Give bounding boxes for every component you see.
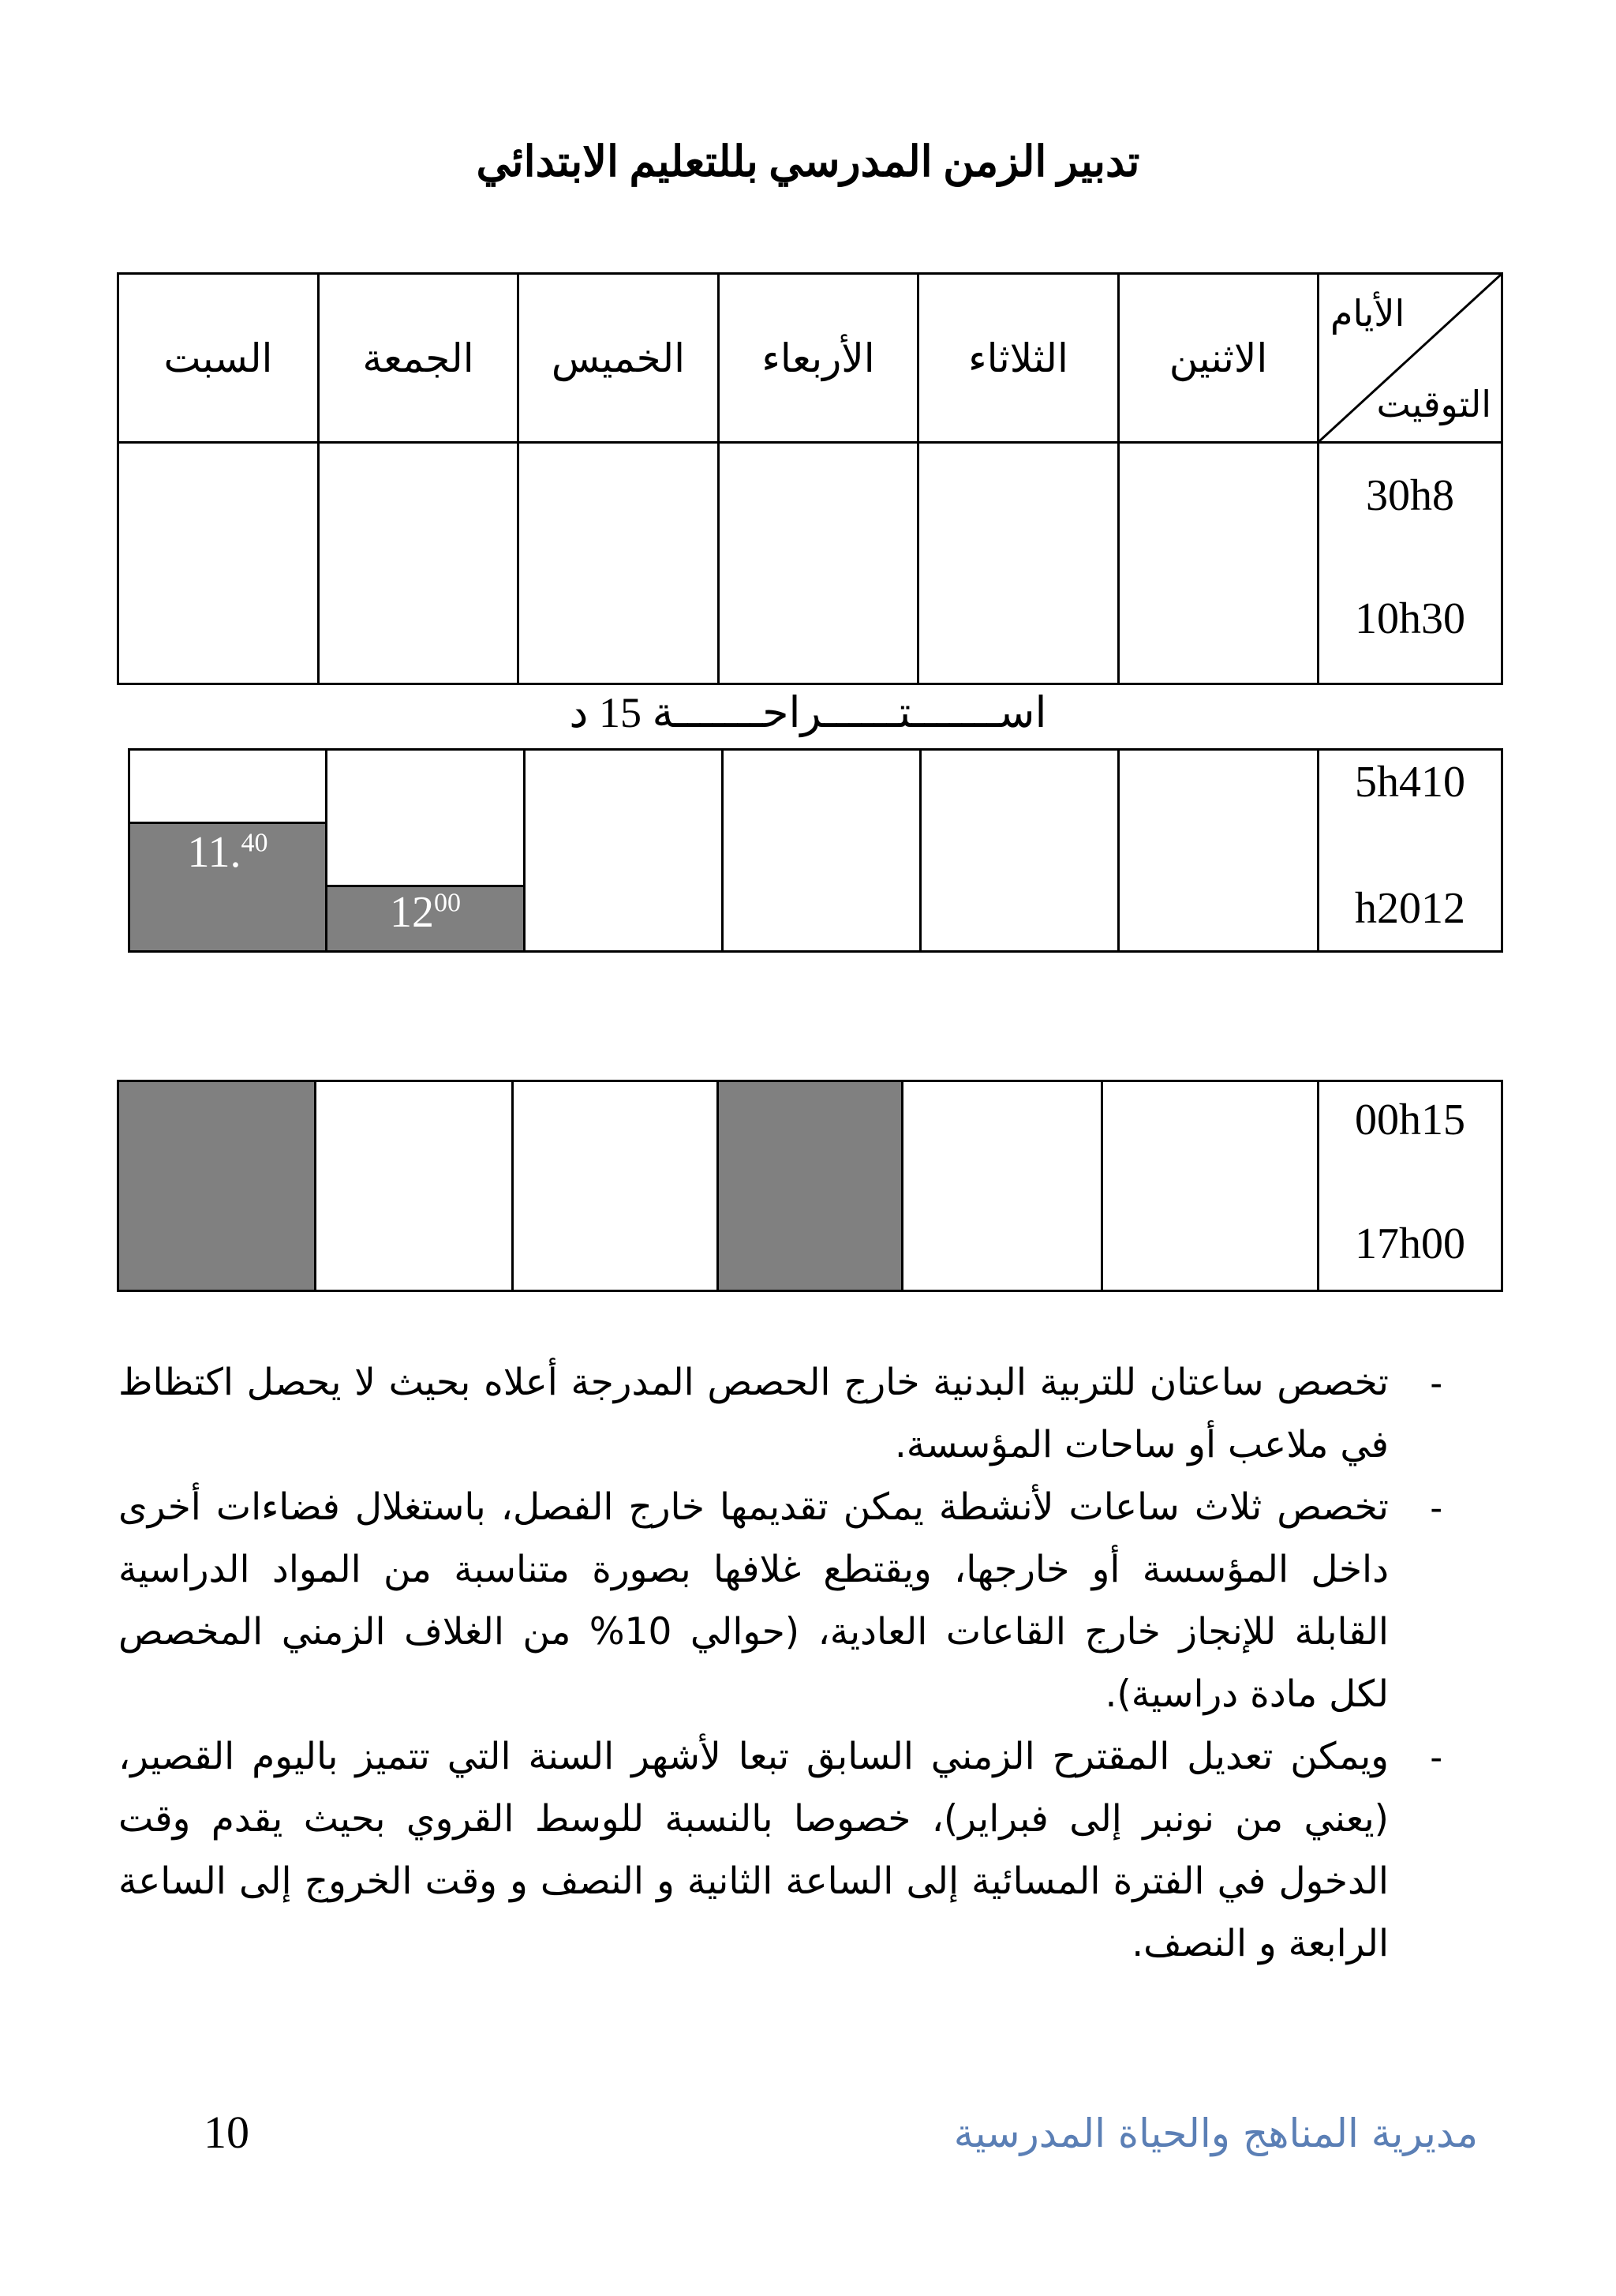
friday-end-minutes: 00 <box>434 888 461 918</box>
note-item <box>118 1476 1442 1725</box>
slot-late-wednesday <box>723 750 921 952</box>
slot-morning-tuesday <box>918 443 1119 684</box>
slot-late-monday <box>1119 750 1319 952</box>
note-item <box>118 1351 1442 1476</box>
slot-afternoon-wednesday-shaded <box>718 1081 903 1291</box>
shaded-block <box>327 885 523 950</box>
page-title: تدبير الزمن المدرسي بللتعليم الابتدائي <box>476 138 1140 185</box>
notes-list <box>118 1351 1442 1975</box>
time-cell-afternoon <box>1319 1081 1502 1291</box>
slot-late-friday <box>327 750 525 952</box>
slot-morning-wednesday <box>719 443 918 684</box>
friday-end-time <box>327 887 523 938</box>
schedule-table-late-morning <box>128 748 1503 953</box>
slot-morning-friday <box>319 443 518 684</box>
time-end: 10h30 <box>1355 594 1465 643</box>
slot-afternoon-saturday-shaded <box>118 1081 316 1291</box>
slot-late-thursday <box>525 750 723 952</box>
time-cell-morning <box>1319 443 1502 684</box>
time-start: 00h15 <box>1355 1096 1465 1144</box>
time-end: h2012 <box>1355 884 1465 933</box>
day-header-monday: الاثنين <box>1119 274 1319 443</box>
corner-time-label: التوقيت <box>1376 384 1491 425</box>
friday-end-value: 12 <box>390 888 434 937</box>
day-header-wednesday: الأربعاء <box>719 274 918 443</box>
footer-directorate: مديرية المناهج والحياة المدرسية <box>953 2111 1478 2156</box>
day-header-friday: الجمعة <box>319 274 518 443</box>
schedule-table-morning <box>117 272 1503 685</box>
day-header-thursday: الخميس <box>518 274 719 443</box>
note-text: ويمكن تعديل المقترح الزمني السابق تبعا لأشهر السنة التي تتميز باليوم القصير، (يعني من نونبر إلى فبراير)، خصوصا بالنسبة للوسط القروي بحيث يقدم وقت الدخول في الفترة المسائية إلى الساعة الثانية و النصف و وقت الخروج إلى الساعة الرابعة و النصف. <box>118 1735 1389 1965</box>
page-number: 10 <box>204 2107 249 2158</box>
corner-days-label: الأيام <box>1330 294 1405 334</box>
time-start: 30h8 <box>1366 471 1454 520</box>
note-marker: - <box>1430 1736 1442 1777</box>
slot-morning-monday <box>1119 443 1319 684</box>
note-marker: - <box>1430 1361 1442 1403</box>
saturday-end-minutes: 40 <box>241 828 268 858</box>
slot-afternoon-monday <box>1102 1081 1319 1291</box>
day-header-saturday: السبت <box>118 274 319 443</box>
note-item <box>118 1725 1442 1975</box>
time-cell-late-morning <box>1319 750 1502 952</box>
saturday-end-value: 11. <box>187 828 241 877</box>
note-text: تخصص ساعتان للتربية البدنية خارج الحصص المدرجة أعلاه بحيث لا يحصل اكتظاظ في ملاعب أو ساحات المؤسسة. <box>118 1361 1389 1466</box>
schedule-table-afternoon <box>117 1080 1503 1292</box>
slot-morning-saturday <box>118 443 319 684</box>
note-marker: - <box>1430 1486 1442 1528</box>
corner-header-cell <box>1319 274 1502 443</box>
day-header-tuesday: الثلاثاء <box>918 274 1119 443</box>
slot-afternoon-thursday <box>513 1081 718 1291</box>
time-end: 17h00 <box>1355 1219 1465 1268</box>
break-label: اســـــــتــــــراحـــــــة 15 د <box>569 689 1047 736</box>
slot-afternoon-friday <box>316 1081 513 1291</box>
slot-morning-thursday <box>518 443 719 684</box>
note-text: تخصص ثلاث ساعات لأنشطة يمكن تقديمها خارج الفصل، باستغلال فضاءات أخرى داخل المؤسسة أو خارجها، ويقتطع غلافها بصورة متناسبة من المواد الدراسية القابلة للإنجاز خارج القاعات العادية، (حوالي 10% من الغلاف الزمني المخصص لكل مادة دراسية). <box>118 1485 1389 1716</box>
saturday-end-time <box>130 827 325 878</box>
slot-afternoon-tuesday <box>903 1081 1102 1291</box>
shaded-block <box>130 822 325 950</box>
slot-late-saturday <box>129 750 327 952</box>
slot-late-tuesday <box>921 750 1119 952</box>
time-start: 5h410 <box>1355 758 1465 807</box>
